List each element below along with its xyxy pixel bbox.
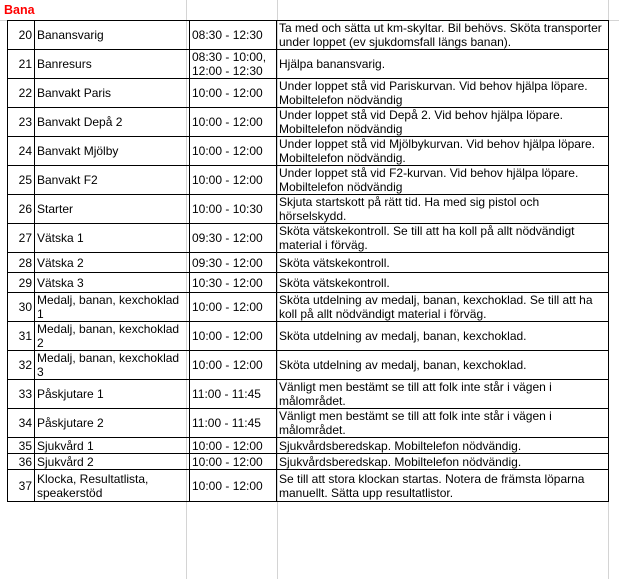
role-cell[interactable]: Sjukvård 1 [35,438,190,454]
role-cell[interactable]: Banresurs [35,50,190,79]
time-cell[interactable]: 08:30 - 12:30 [190,21,277,50]
row-number-cell[interactable]: 35 [8,438,35,454]
time-cell[interactable]: 10:00 - 12:00 [190,79,277,108]
table-row [8,454,609,470]
task-table [7,20,609,502]
time-cell[interactable]: 11:00 - 11:45 [190,380,277,409]
table-row [8,108,609,137]
row-number-cell[interactable]: 23 [8,108,35,137]
task-cell[interactable]: Under loppet stå vid F2-kurvan. Vid behov hjälpa löpare. Mobiltelefon nödvändig [277,166,609,195]
table-row [8,195,609,224]
row-number-cell[interactable]: 32 [8,351,35,380]
role-cell[interactable]: Banansvarig [35,21,190,50]
time-cell[interactable]: 10:00 - 12:00 [190,137,277,166]
task-cell[interactable]: Under loppet stå vid Pariskurvan. Vid behov hjälpa löpare. Mobiltelefon nödvändig [277,79,609,108]
table-row [8,380,609,409]
row-number-cell[interactable]: 34 [8,409,35,438]
table-row [8,253,609,273]
task-cell[interactable]: Under loppet stå vid Depå 2. Vid behov hjälpa löpare. Mobiltelefon nödvändig [277,108,609,137]
role-cell[interactable]: Påskjutare 1 [35,380,190,409]
role-cell[interactable]: Påskjutare 2 [35,409,190,438]
row-number-cell[interactable]: 21 [8,50,35,79]
row-number-cell[interactable]: 30 [8,293,35,322]
row-number-cell[interactable]: 28 [8,253,35,273]
task-cell[interactable]: Sköta vätskekontroll. [277,273,609,293]
role-cell[interactable]: Banvakt Mjölby [35,137,190,166]
task-cell[interactable]: Se till att stora klockan startas. Notera de främsta löparna manuellt. Sätta upp resultatlistor. [277,470,609,502]
table-row [8,438,609,454]
task-cell[interactable]: Ta med och sätta ut km-skyltar. Bil behövs. Sköta transporter under loppet (ev sjukdomsfall längs banan). [277,21,609,50]
time-cell[interactable]: 08:30 - 10:00, 12:00 - 12:30 [190,50,277,79]
time-cell[interactable]: 11:00 - 11:45 [190,409,277,438]
time-cell[interactable]: 10:00 - 12:00 [190,293,277,322]
table-row [8,166,609,195]
time-cell[interactable]: 10:30 - 12:00 [190,273,277,293]
time-cell[interactable]: 10:00 - 12:00 [190,108,277,137]
time-cell[interactable]: 10:00 - 10:30 [190,195,277,224]
role-cell[interactable]: Banvakt Paris [35,79,190,108]
task-cell[interactable]: Sjukvårdsberedskap. Mobiltelefon nödvändig. [277,438,609,454]
row-number-cell[interactable]: 37 [8,470,35,502]
table-row [8,224,609,253]
task-cell[interactable]: Sköta utdelning av medalj, banan, kexchoklad. [277,351,609,380]
task-cell[interactable]: Sköta vätskekontroll. [277,253,609,273]
task-cell[interactable]: Under loppet stå vid Mjölbykurvan. Vid behov hjälpa löpare. Mobiltelefon nödvändig. [277,137,609,166]
time-cell[interactable]: 10:00 - 12:00 [190,166,277,195]
task-cell[interactable]: Sköta vätskekontroll. Se till att ha koll på allt nödvändigt material i förväg. [277,224,609,253]
task-cell[interactable]: Sjukvårdsberedskap. Mobiltelefon nödvändig. [277,454,609,470]
section-title: Bana [4,3,35,17]
time-cell[interactable]: 10:00 - 12:00 [190,470,277,502]
table-row [8,322,609,351]
row-number-cell[interactable]: 31 [8,322,35,351]
task-cell[interactable]: Sköta utdelning av medalj, banan, kexchoklad. [277,322,609,351]
time-cell[interactable]: 10:00 - 12:00 [190,438,277,454]
row-number-cell[interactable]: 36 [8,454,35,470]
task-cell[interactable]: Vänligt men bestämt se till att folk inte står i vägen i målområdet. [277,409,609,438]
row-number-cell[interactable]: 25 [8,166,35,195]
time-cell[interactable]: 10:00 - 12:00 [190,322,277,351]
role-cell[interactable]: Medalj, banan, kexchoklad 3 [35,351,190,380]
role-cell[interactable]: Vätska 1 [35,224,190,253]
task-cell[interactable]: Hjälpa banansvarig. [277,50,609,79]
time-cell[interactable]: 10:00 - 12:00 [190,351,277,380]
role-cell[interactable]: Banvakt Depå 2 [35,108,190,137]
table-row [8,409,609,438]
row-number-cell[interactable]: 27 [8,224,35,253]
row-number-cell[interactable]: 22 [8,79,35,108]
time-cell[interactable]: 09:30 - 12:00 [190,224,277,253]
role-cell[interactable]: Medalj, banan, kexchoklad 1 [35,293,190,322]
time-cell[interactable]: 09:30 - 12:00 [190,253,277,273]
task-cell[interactable]: Skjuta startskott på rätt tid. Ha med sig pistol och hörselskydd. [277,195,609,224]
role-cell[interactable]: Vätska 3 [35,273,190,293]
time-cell[interactable]: 10:00 - 12:00 [190,454,277,470]
table-row [8,351,609,380]
section-header[interactable] [0,0,619,21]
role-cell[interactable]: Banvakt F2 [35,166,190,195]
table-row [8,21,609,50]
row-number-cell[interactable]: 26 [8,195,35,224]
table-row [8,293,609,322]
table-row [8,50,609,79]
role-cell[interactable]: Sjukvård 2 [35,454,190,470]
task-cell[interactable]: Vänligt men bestämt se till att folk inte står i vägen i målområdet. [277,380,609,409]
row-number-cell[interactable]: 29 [8,273,35,293]
role-cell[interactable]: Klocka, Resultatlista, speakerstöd [35,470,190,502]
row-number-cell[interactable]: 33 [8,380,35,409]
task-cell[interactable]: Sköta utdelning av medalj, banan, kexchoklad. Se till att ha koll på allt nödvändigt material i förväg. [277,293,609,322]
table-row [8,470,609,502]
role-cell[interactable]: Starter [35,195,190,224]
row-number-cell[interactable]: 24 [8,137,35,166]
table-row [8,137,609,166]
role-cell[interactable]: Medalj, banan, kexchoklad 2 [35,322,190,351]
row-number-cell[interactable]: 20 [8,21,35,50]
role-cell[interactable]: Vätska 2 [35,253,190,273]
table-row [8,273,609,293]
table-row [8,79,609,108]
